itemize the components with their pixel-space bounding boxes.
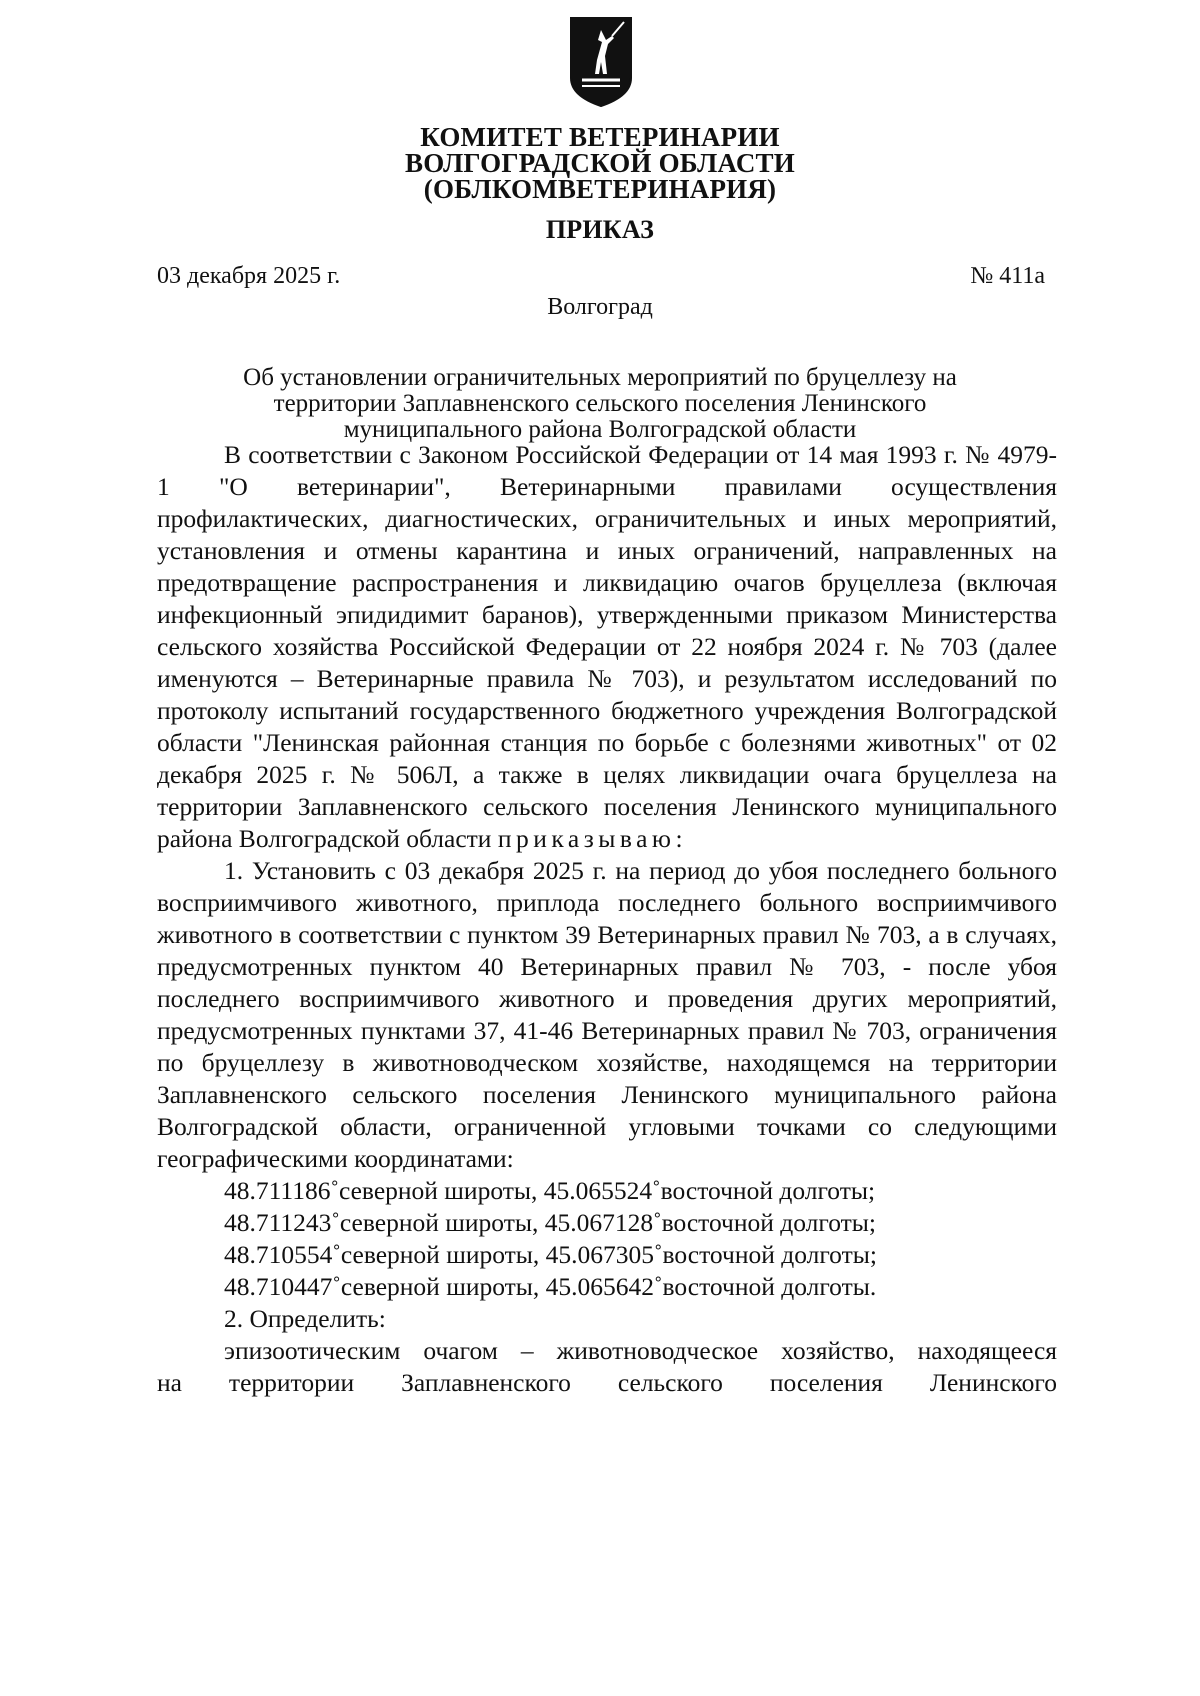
subject-line: муниципального района Волгоградской области bbox=[343, 416, 857, 443]
item-2-heading: 2. Определить: bbox=[224, 1304, 386, 1333]
subject-line: Об установлении ограничительных мероприятий по бруцеллезу на bbox=[243, 364, 957, 391]
preamble-text: В соответствии с Законом Российской Федерации от 14 мая 1993 г. № 4979-1 "О ветеринарии", Ветеринарными правилами осуществления профилактических, диагностических, ограничительных и иных мероприятий, установления и отмены карантина и иных ограничений, направленных на предотвращение распространения и ликвидацию очагов бруцеллеза (включая инфекционный эпидидимит баранов), утвержденными приказом Министерства сельского хозяйства Российской Федерации от 22 ноября 2024 г. № 703 (далее именуются – Ветеринарные правила № 703), и результатом исследований по протоколу испытаний государственного бюджетного учреждения Волгоградской области "Ленинская районная станция по борьбе с болезнями животных" от 02 декабря 2025 г. № 506Л, а также в целях ликвидации очага бруцеллеза на территории Заплавненского сельского поселения Ленинского муниципального района Волгоградской области bbox=[157, 440, 1057, 853]
subject-line: территории Заплавненского сельского поселения Ленинского bbox=[273, 390, 927, 417]
coat-of-arms-icon bbox=[568, 16, 634, 108]
coordinate-line: 48.711243˚северной широты, 45.067128˚восточной долготы; bbox=[224, 1208, 877, 1237]
item-2-continuation: на территории Заплавненского сельского поселения Ленинского bbox=[157, 1368, 1057, 1397]
document-number: № 411а bbox=[970, 263, 1045, 289]
item-2-text: эпизоотическим очагом – животноводческое хозяйство, находящееся bbox=[224, 1336, 1057, 1365]
coordinate-line: 48.710447˚северной широты, 45.065642˚восточной долготы. bbox=[224, 1272, 877, 1301]
coordinate-line: 48.711186˚северной широты, 45.065524˚восточной долготы; bbox=[224, 1176, 876, 1205]
document-body bbox=[157, 439, 1057, 1399]
document-subject bbox=[200, 365, 1000, 443]
coordinate-line: 48.710554˚северной широты, 45.067305˚восточной долготы; bbox=[224, 1240, 877, 1269]
item-1-paragraph: 1. Установить с 03 декабря 2025 г. на период до убоя последнего больного восприимчивого животного, приплода последнего больного восприимчивого животного в соответствии с пунктом 39 Ветеринарных правил № 703, а в случаях, предусмотренных пунктом 40 Ветеринарных правил № 703, - после убоя последнего восприимчивого животного и проведения других мероприятий, предусмотренных пунктами 37, 41-46 Ветеринарных правил № 703, ограничения по бруцеллезу в животноводческом хозяйстве, находящемся на территории Заплавненского сельского поселения Ленинского муниципального района Волгоградской области, ограниченной угловыми точками со следующими географическими координатами: bbox=[157, 856, 1057, 1173]
document-type-title: ПРИКАЗ bbox=[545, 215, 655, 244]
order-word: приказываю: bbox=[497, 824, 688, 853]
organization-name-line-2: ВОЛГОГРАДСКОЙ ОБЛАСТИ bbox=[405, 148, 795, 178]
document-city: Волгоград bbox=[547, 294, 653, 320]
organization-name-line-1: КОМИТЕТ ВЕТЕРИНАРИИ bbox=[420, 122, 780, 152]
preamble-paragraph bbox=[157, 439, 1057, 855]
organization-name-line-3: (ОБЛКОМВЕТЕРИНАРИЯ) bbox=[423, 174, 777, 204]
document-date: 03 декабря 2025 г. bbox=[157, 263, 341, 289]
